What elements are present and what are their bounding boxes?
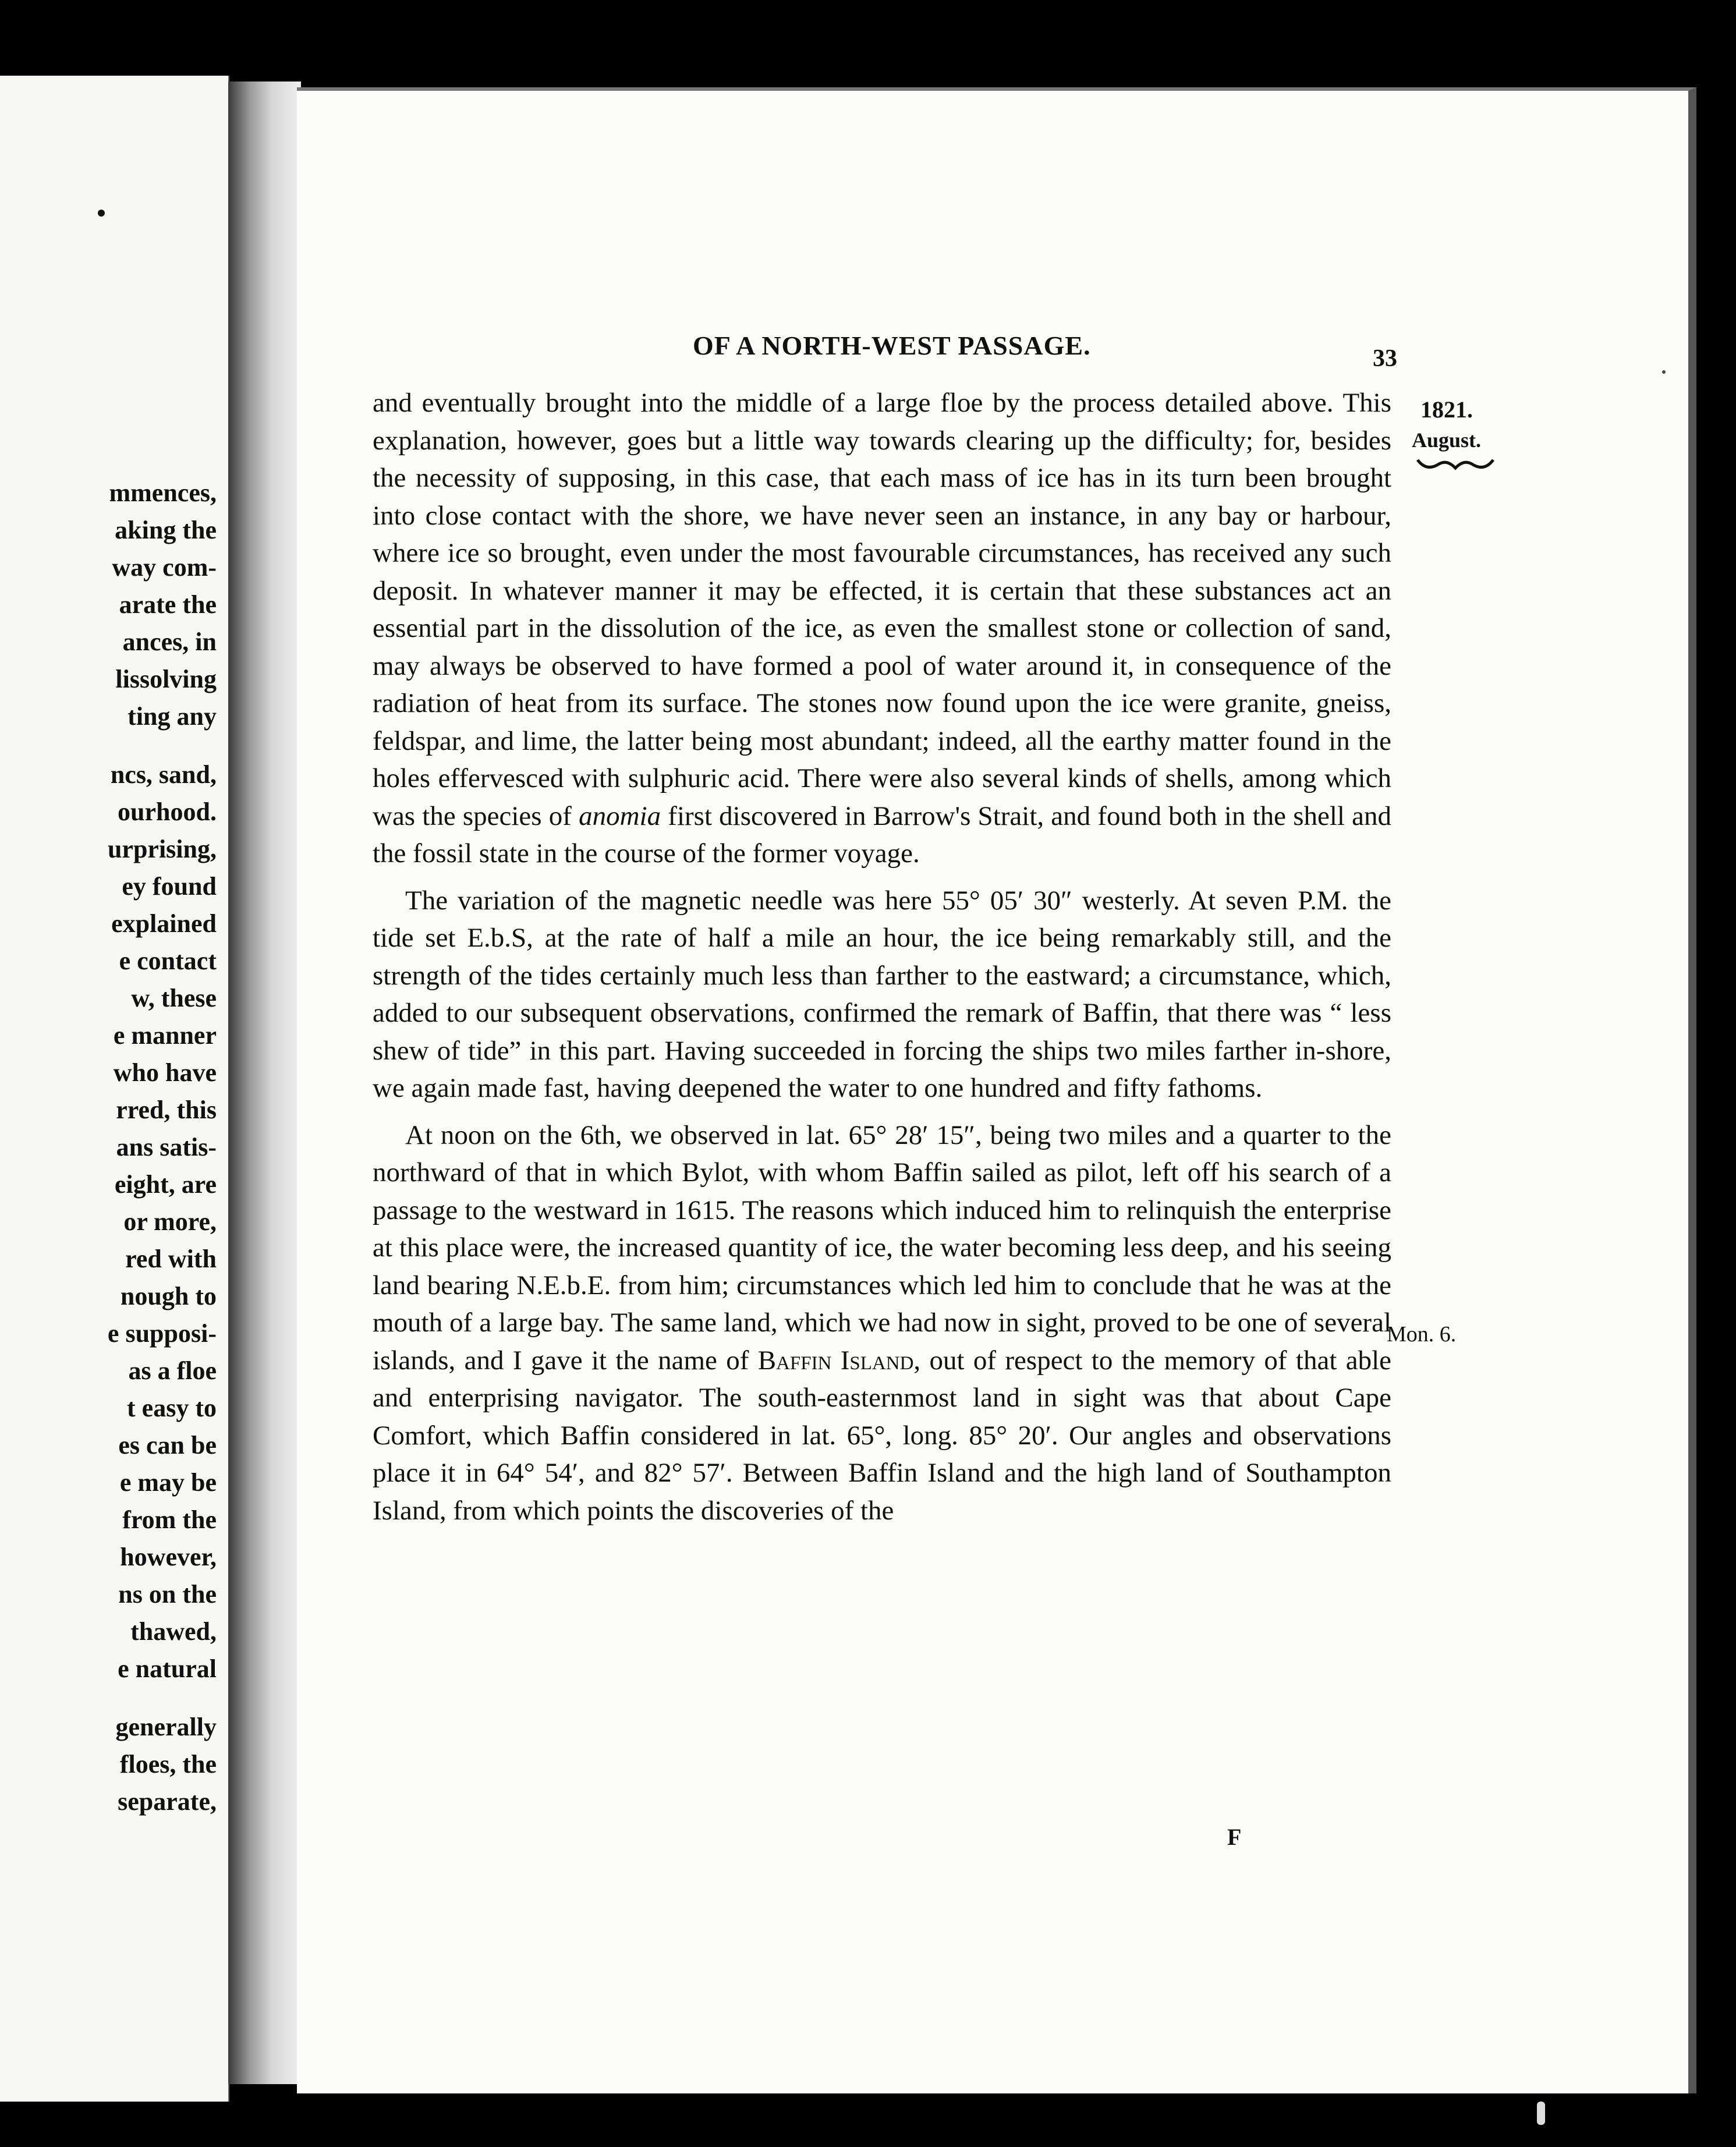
left-line: lissolving xyxy=(115,665,217,693)
left-line: ourhood. xyxy=(118,798,217,826)
left-line: e contact xyxy=(119,947,217,975)
margin-brace-ornament xyxy=(1415,454,1496,475)
ink-dot xyxy=(98,210,105,217)
paragraph xyxy=(373,1117,1391,1530)
left-line: who have xyxy=(113,1058,217,1087)
paragraph-text: first discovered in Barrow's Strait, and found both in the shell and the fossil state in the course of the former voyage. xyxy=(373,800,1392,869)
left-line: arate the xyxy=(119,590,217,619)
left-line: ey found xyxy=(122,872,217,901)
ink-dot xyxy=(1662,370,1666,374)
left-line: w, these xyxy=(131,984,217,1012)
left-line-gap xyxy=(0,735,217,756)
left-line-gap xyxy=(0,1688,217,1709)
left-line: nough to xyxy=(120,1282,217,1310)
left-line: e supposi- xyxy=(107,1319,217,1348)
book-gutter xyxy=(228,82,301,2084)
body-text xyxy=(373,384,1391,1529)
paragraph-text: , out of respect to the memory of that able and enterprising navigator. The south-easternmost land in sight was that about Cape Comfort, which Baffin considered in lat. 65°, long. 85° 20′. Our angles and observations place it in 64° 54′, and 82° 57′. Between Baffin Island and the high land of Southampton Island, from which points the discoveries of the xyxy=(373,1345,1392,1526)
paragraph-text: At noon on the 6th, we observed in lat. 65° 28′ 15″, being two miles and a quarter to the northward of that in which Bylot, with whom Baffin sailed as pilot, left off his search of a passage to the westward in 1615. The reasons which induced him to relinquish the enterprise at this place were, the increased quantity of ice, the water becoming less deep, and his seeing land bearing N.E.b.E. from him; circumstances which led him to conclude that he was at the mouth of a large bay. The same land, which we had now in sight, proved to be one of several islands, and I gave it the name of xyxy=(373,1119,1391,1376)
left-line: floes, the xyxy=(119,1750,217,1778)
left-line: e natural xyxy=(118,1654,217,1683)
left-line: e manner xyxy=(113,1021,217,1050)
page-number: 33 xyxy=(1373,345,1397,372)
left-line: aking the xyxy=(115,516,217,544)
left-line: as a floe xyxy=(128,1356,217,1385)
margin-note-day: Mon. 6. xyxy=(1387,1322,1457,1347)
left-page-text xyxy=(0,474,217,1820)
left-line: however, xyxy=(120,1543,217,1571)
left-line: red with xyxy=(125,1245,217,1273)
left-line: ting any xyxy=(127,702,217,731)
signature-mark: F xyxy=(1227,1824,1242,1850)
left-line: mmences, xyxy=(109,479,217,507)
margin-note-month: August. xyxy=(1412,428,1482,452)
running-head: OF A NORTH-WEST PASSAGE. xyxy=(693,331,1091,360)
left-line: t easy to xyxy=(127,1394,217,1422)
paragraph xyxy=(373,384,1391,873)
left-line: way com- xyxy=(112,553,217,582)
left-line: ns on the xyxy=(118,1580,217,1609)
left-line: e may be xyxy=(119,1468,217,1497)
left-line: eight, are xyxy=(114,1170,217,1199)
paragraph-text: and eventually brought into the middle of a large floe by the process detailed above. This explanation, however, goes but a little way towards clearing up the difficulty; for, besides the necessity of supposing, in this case, that each mass of ice has in its turn been brought into close contact with the shore, we have never seen an instance, in any bay or harbour, where ice so brought, even under the most favourable circumstances, has received any such deposit. In whatever manner it may be effected, it is certain that these substances act an essential part in the dissolution of the ice, as even the smallest stone or collection of sand, may always be observed to have formed a pool of water around it, in consequence of the radiation of heat from its surface. The stones now found upon the ice were granite, gneiss, feldspar, and lime, the latter being most abundant; indeed, all the earthy matter found in the holes effervesced with sulphuric acid. There were also several kinds of shells, among which was the species of xyxy=(373,388,1391,831)
left-line: ances, in xyxy=(122,628,217,656)
margin-note-year: 1821. xyxy=(1420,396,1473,423)
italic-term: anomia xyxy=(579,800,661,831)
left-line: urprising, xyxy=(107,835,217,863)
left-line: from the xyxy=(122,1505,217,1534)
left-line: rred, this xyxy=(116,1096,217,1124)
left-line: separate, xyxy=(118,1787,217,1816)
small-caps-name: Baffin Island xyxy=(757,1345,914,1376)
paragraph: The variation of the magnetic needle was here 55° 05′ 30″ westerly. At seven P.M. the tide set E.b.S, at the rate of half a mile an hour, the ice being remarkably still, and the strength of the tides certainly much less than farther to the eastward; a circumstance, which, added to our subsequent observations, confirmed the remark of Baffin, that there was “ less shew of tide” in this part. Having succeeded in forcing the ships two miles farther in-shore, we again made fast, having deepened the water to one hundred and fifty fathoms. xyxy=(373,885,1391,1103)
left-line: generally xyxy=(115,1713,217,1741)
left-facing-page xyxy=(0,76,229,2102)
left-line: es can be xyxy=(118,1431,217,1459)
left-line: thawed, xyxy=(130,1617,217,1646)
left-line: or more, xyxy=(123,1207,217,1236)
scan-artifact xyxy=(1537,2102,1545,2125)
left-line: explained xyxy=(111,909,217,938)
left-line: ans satis- xyxy=(116,1133,217,1161)
left-line: ncs, sand, xyxy=(110,760,217,789)
